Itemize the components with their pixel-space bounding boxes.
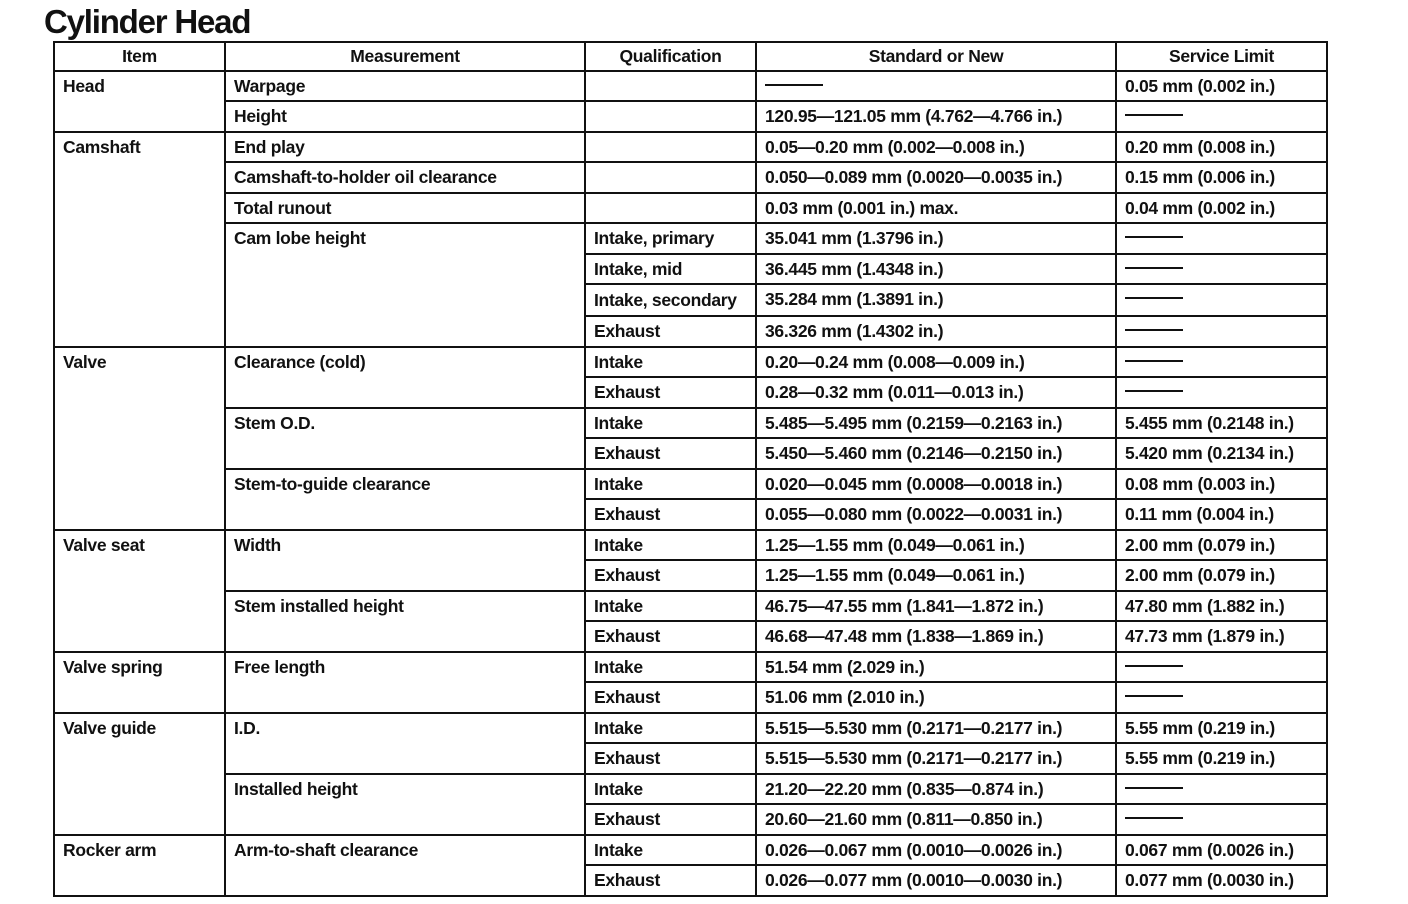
cell-qualification: Exhaust (585, 682, 756, 713)
dash-mark (1125, 114, 1183, 116)
cell-service-limit: 2.00 mm (0.079 in.) (1116, 530, 1327, 561)
table-row (54, 652, 1327, 683)
cell-standard: 5.450—5.460 mm (0.2146—0.2150 in.) (756, 438, 1116, 469)
cell-measurement: Camshaft-to-holder oil clearance (225, 162, 585, 193)
cell-standard: 0.050—0.089 mm (0.0020—0.0035 in.) (756, 162, 1116, 193)
cell-service-limit: 5.55 mm (0.219 in.) (1116, 743, 1327, 774)
cell-standard: 36.326 mm (1.4302 in.) (756, 316, 1116, 347)
cell-qualification: Exhaust (585, 560, 756, 591)
cell-service-limit (1116, 377, 1327, 408)
cell-qualification: Intake, primary (585, 223, 756, 254)
cell-qualification: Intake, secondary (585, 284, 756, 316)
header-measurement: Measurement (225, 42, 585, 71)
cell-service-limit (1116, 254, 1327, 285)
cell-standard: 0.026—0.067 mm (0.0010—0.0026 in.) (756, 835, 1116, 866)
cell-service-limit (1116, 101, 1327, 132)
dash-mark (1125, 267, 1183, 269)
cell-item: Camshaft (54, 132, 225, 347)
cell-qualification: Intake (585, 652, 756, 683)
cell-measurement: Stem O.D. (225, 408, 585, 469)
cell-standard: 36.445 mm (1.4348 in.) (756, 254, 1116, 285)
cell-qualification (585, 71, 756, 102)
cell-service-limit: 5.420 mm (0.2134 in.) (1116, 438, 1327, 469)
table-row (54, 774, 1327, 805)
table-row (54, 835, 1327, 866)
cell-standard: 51.06 mm (2.010 in.) (756, 682, 1116, 713)
table-body (54, 71, 1327, 896)
cell-measurement: Stem installed height (225, 591, 585, 652)
specs-table (53, 41, 1328, 897)
cell-measurement: Free length (225, 652, 585, 713)
table-row (54, 469, 1327, 500)
dash-mark (1125, 817, 1183, 819)
cell-qualification: Intake (585, 591, 756, 622)
cell-qualification (585, 132, 756, 163)
header-item: Item (54, 42, 225, 71)
cell-service-limit: 0.20 mm (0.008 in.) (1116, 132, 1327, 163)
cell-service-limit: 0.067 mm (0.0026 in.) (1116, 835, 1327, 866)
cell-measurement: Width (225, 530, 585, 591)
cell-qualification: Exhaust (585, 438, 756, 469)
cell-qualification: Intake (585, 530, 756, 561)
table-row (54, 408, 1327, 439)
cell-service-limit (1116, 284, 1327, 316)
cell-qualification: Exhaust (585, 316, 756, 347)
cell-service-limit (1116, 223, 1327, 254)
table-row (54, 193, 1327, 224)
cell-measurement: I.D. (225, 713, 585, 774)
cell-measurement: Arm-to-shaft clearance (225, 835, 585, 896)
header-row (54, 42, 1327, 71)
cell-measurement: Warpage (225, 71, 585, 102)
cell-standard: 5.515—5.530 mm (0.2171—0.2177 in.) (756, 713, 1116, 744)
cell-standard: 0.05—0.20 mm (0.002—0.008 in.) (756, 132, 1116, 163)
dash-mark (1125, 390, 1183, 392)
cell-qualification (585, 162, 756, 193)
table-row (54, 530, 1327, 561)
cell-standard: 35.284 mm (1.3891 in.) (756, 284, 1116, 316)
cell-standard: 46.75—47.55 mm (1.841—1.872 in.) (756, 591, 1116, 622)
cell-service-limit: 0.077 mm (0.0030 in.) (1116, 865, 1327, 896)
cell-standard: 0.20—0.24 mm (0.008—0.009 in.) (756, 347, 1116, 378)
cell-standard: 0.055—0.080 mm (0.0022—0.0031 in.) (756, 499, 1116, 530)
header-service-limit: Service Limit (1116, 42, 1327, 71)
cell-standard: 5.485—5.495 mm (0.2159—0.2163 in.) (756, 408, 1116, 439)
dash-mark (1125, 665, 1183, 667)
cell-standard: 20.60—21.60 mm (0.811—0.850 in.) (756, 804, 1116, 835)
cell-qualification (585, 193, 756, 224)
cell-item: Valve spring (54, 652, 225, 713)
cell-qualification: Intake (585, 835, 756, 866)
cell-service-limit (1116, 652, 1327, 683)
cell-standard: 0.03 mm (0.001 in.) max. (756, 193, 1116, 224)
cell-service-limit: 0.15 mm (0.006 in.) (1116, 162, 1327, 193)
cell-standard: 1.25—1.55 mm (0.049—0.061 in.) (756, 530, 1116, 561)
cell-standard (756, 71, 1116, 102)
cell-standard: 46.68—47.48 mm (1.838—1.869 in.) (756, 621, 1116, 652)
cell-measurement: Stem-to-guide clearance (225, 469, 585, 530)
dash-mark (1125, 329, 1183, 331)
header-qualification: Qualification (585, 42, 756, 71)
table-row (54, 162, 1327, 193)
cell-service-limit: 2.00 mm (0.079 in.) (1116, 560, 1327, 591)
dash-mark (765, 84, 823, 86)
cell-qualification: Exhaust (585, 865, 756, 896)
cell-qualification: Intake (585, 713, 756, 744)
page-title: Cylinder Head (44, 3, 251, 40)
cell-qualification: Exhaust (585, 804, 756, 835)
cell-qualification: Exhaust (585, 377, 756, 408)
dash-mark (1125, 787, 1183, 789)
cell-item: Valve seat (54, 530, 225, 652)
cell-standard: 5.515—5.530 mm (0.2171—0.2177 in.) (756, 743, 1116, 774)
cell-service-limit: 0.04 mm (0.002 in.) (1116, 193, 1327, 224)
cell-qualification: Intake, mid (585, 254, 756, 285)
cell-standard: 21.20—22.20 mm (0.835—0.874 in.) (756, 774, 1116, 805)
table-row (54, 101, 1327, 132)
cell-service-limit: 0.11 mm (0.004 in.) (1116, 499, 1327, 530)
cell-service-limit: 47.80 mm (1.882 in.) (1116, 591, 1327, 622)
cell-qualification: Exhaust (585, 499, 756, 530)
cell-standard: 0.020—0.045 mm (0.0008—0.0018 in.) (756, 469, 1116, 500)
cell-qualification: Intake (585, 469, 756, 500)
dash-mark (1125, 360, 1183, 362)
cell-standard: 0.28—0.32 mm (0.011—0.013 in.) (756, 377, 1116, 408)
cell-measurement: Total runout (225, 193, 585, 224)
header-standard: Standard or New (756, 42, 1116, 71)
cell-measurement: Cam lobe height (225, 223, 585, 347)
table-row (54, 347, 1327, 378)
dash-mark (1125, 695, 1183, 697)
cell-standard: 51.54 mm (2.029 in.) (756, 652, 1116, 683)
cell-qualification: Intake (585, 408, 756, 439)
table-row (54, 132, 1327, 163)
cell-service-limit: 0.08 mm (0.003 in.) (1116, 469, 1327, 500)
cell-standard: 0.026—0.077 mm (0.0010—0.0030 in.) (756, 865, 1116, 896)
cell-measurement: Installed height (225, 774, 585, 835)
cell-qualification: Intake (585, 774, 756, 805)
cell-service-limit: 5.455 mm (0.2148 in.) (1116, 408, 1327, 439)
table-row (54, 223, 1327, 254)
dash-mark (1125, 297, 1183, 299)
cell-standard: 120.95—121.05 mm (4.762—4.766 in.) (756, 101, 1116, 132)
cell-qualification: Exhaust (585, 743, 756, 774)
cell-item: Rocker arm (54, 835, 225, 896)
cell-item: Head (54, 71, 225, 132)
table-row (54, 591, 1327, 622)
cell-measurement: Height (225, 101, 585, 132)
cell-service-limit: 0.05 mm (0.002 in.) (1116, 71, 1327, 102)
cell-standard: 1.25—1.55 mm (0.049—0.061 in.) (756, 560, 1116, 591)
cell-item: Valve (54, 347, 225, 530)
cell-measurement: End play (225, 132, 585, 163)
cell-qualification: Intake (585, 347, 756, 378)
cell-service-limit (1116, 347, 1327, 378)
table-row (54, 713, 1327, 744)
cell-service-limit: 5.55 mm (0.219 in.) (1116, 713, 1327, 744)
cell-service-limit: 47.73 mm (1.879 in.) (1116, 621, 1327, 652)
table-row (54, 71, 1327, 102)
cell-service-limit (1116, 316, 1327, 347)
cell-qualification: Exhaust (585, 621, 756, 652)
cell-service-limit (1116, 804, 1327, 835)
cell-qualification (585, 101, 756, 132)
cell-service-limit (1116, 682, 1327, 713)
dash-mark (1125, 236, 1183, 238)
cell-measurement: Clearance (cold) (225, 347, 585, 408)
cell-item: Valve guide (54, 713, 225, 835)
cell-standard: 35.041 mm (1.3796 in.) (756, 223, 1116, 254)
cell-service-limit (1116, 774, 1327, 805)
